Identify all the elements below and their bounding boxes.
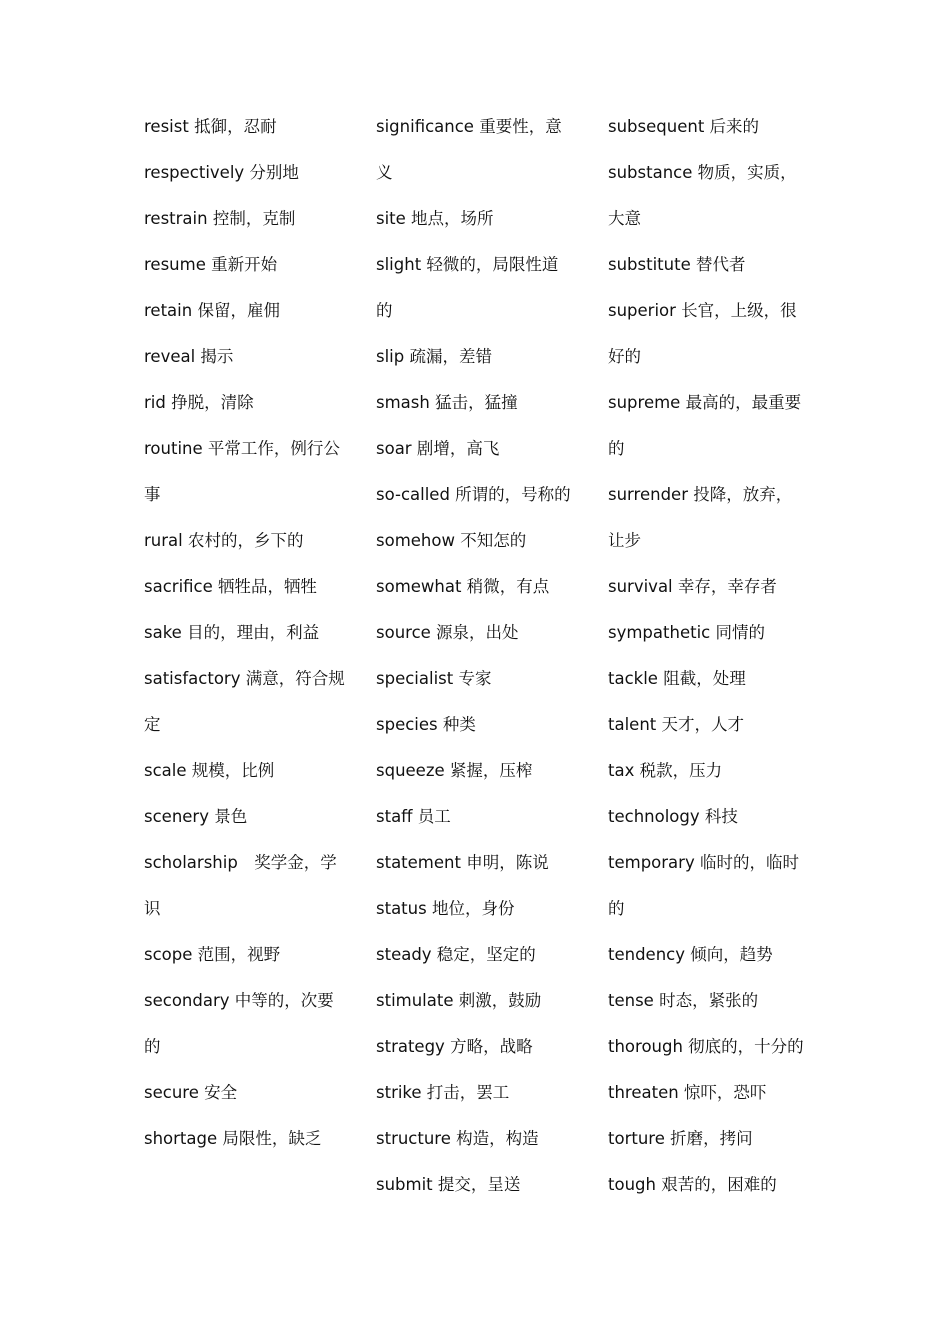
vocab-entry: torture 折磨，拷问 xyxy=(608,1129,753,1148)
vocab-entry: site 地点，场所 xyxy=(376,209,494,228)
vocab-entry: sacrifice 牺牲品，牺牲 xyxy=(144,577,318,596)
vocab-entry: significance 重要性，意 xyxy=(376,117,562,136)
vocab-entry: technology 科技 xyxy=(608,807,738,826)
vocab-entry: structure 构造，构造 xyxy=(376,1129,539,1148)
vocab-entry: scale 规模，比例 xyxy=(144,761,275,780)
vocab-entry: subsequent 后来的 xyxy=(608,117,760,136)
vocab-column-3 xyxy=(608,104,818,1208)
vocab-entry: tough 艰苦的，困难的 xyxy=(608,1175,777,1194)
vocab-entry: strike 打击，罢工 xyxy=(376,1083,510,1102)
vocab-entry: restrain 控制，克制 xyxy=(144,209,296,228)
vocab-entry: slip 疏漏，差错 xyxy=(376,347,492,366)
vocab-entry: smash 猛击，猛撞 xyxy=(376,393,518,412)
vocab-entry: 义 xyxy=(376,163,393,182)
vocab-entry: routine 平常工作，例行公 xyxy=(144,439,340,458)
vocab-entry: specialist 专家 xyxy=(376,669,492,688)
vocab-entry: resist 抵御，忍耐 xyxy=(144,117,277,136)
vocab-entry: 让步 xyxy=(608,531,641,550)
vocab-entry: 的 xyxy=(608,899,625,918)
vocab-entry: 的 xyxy=(144,1037,161,1056)
vocab-entry: threaten 惊吓，恐吓 xyxy=(608,1083,767,1102)
vocab-entry: thorough 彻底的，十分的 xyxy=(608,1037,804,1056)
vocab-entry: sake 目的，理由，利益 xyxy=(144,623,320,642)
vocab-entry: 好的 xyxy=(608,347,641,366)
vocab-entry: secondary 中等的，次要 xyxy=(144,991,334,1010)
vocab-entry: 事 xyxy=(144,485,161,504)
vocab-column-1 xyxy=(144,104,354,1162)
vocab-entry: retain 保留，雇佣 xyxy=(144,301,280,320)
vocab-entry: substitute 替代者 xyxy=(608,255,746,274)
vocab-entry: soar 剧增，高飞 xyxy=(376,439,500,458)
vocab-entry: slight 轻微的，局限性道 xyxy=(376,255,559,274)
vocab-entry: 的 xyxy=(376,301,393,320)
vocab-entry: reveal 揭示 xyxy=(144,347,234,366)
vocab-entry: so-called 所谓的，号称的 xyxy=(376,485,571,504)
vocab-entry: stimulate 刺激，鼓励 xyxy=(376,991,542,1010)
vocab-entry: statement 申明，陈说 xyxy=(376,853,549,872)
vocab-entry: source 源泉，出处 xyxy=(376,623,519,642)
vocab-entry: somewhat 稍微，有点 xyxy=(376,577,550,596)
vocab-entry: sympathetic 同情的 xyxy=(608,623,765,642)
vocab-entry: talent 天才，人才 xyxy=(608,715,744,734)
vocab-entry: temporary 临时的，临时 xyxy=(608,853,799,872)
vocab-entry: rid 挣脱，清除 xyxy=(144,393,254,412)
vocab-entry: squeeze 紧握，压榨 xyxy=(376,761,533,780)
vocab-entry: surrender 投降，放弃， xyxy=(608,485,793,504)
vocab-entry: staff 员工 xyxy=(376,807,451,826)
vocab-entry: 定 xyxy=(144,715,161,734)
vocab-entry: substance 物质，实质， xyxy=(608,163,797,182)
vocab-entry: steady 稳定，坚定的 xyxy=(376,945,536,964)
vocab-entry: scholarship 奖学金，学 xyxy=(144,853,337,872)
vocab-entry: tendency 倾向，趋势 xyxy=(608,945,773,964)
vocab-entry: supreme 最高的，最重要 xyxy=(608,393,802,412)
vocab-entry: shortage 局限性，缺乏 xyxy=(144,1129,322,1148)
vocab-entry: secure 安全 xyxy=(144,1083,238,1102)
vocab-entry: satisfactory 满意，符合规 xyxy=(144,669,345,688)
vocab-entry: scenery 景色 xyxy=(144,807,248,826)
vocab-entry: respectively 分别地 xyxy=(144,163,299,182)
vocab-entry: species 种类 xyxy=(376,715,476,734)
vocab-entry: strategy 方略，战略 xyxy=(376,1037,533,1056)
vocab-entry: tense 时态，紧张的 xyxy=(608,991,759,1010)
vocab-entry: tackle 阻截，处理 xyxy=(608,669,746,688)
vocab-entry: status 地位，身份 xyxy=(376,899,515,918)
vocab-entry: 识 xyxy=(144,899,161,918)
vocab-entry: scope 范围，视野 xyxy=(144,945,281,964)
vocab-entry: superior 长官，上级，很 xyxy=(608,301,797,320)
vocab-entry: somehow 不知怎的 xyxy=(376,531,527,550)
vocab-entry: rural 农村的，乡下的 xyxy=(144,531,304,550)
vocab-entry: submit 提交，呈送 xyxy=(376,1175,521,1194)
vocab-entry: survival 幸存，幸存者 xyxy=(608,577,777,596)
vocab-entry: 大意 xyxy=(608,209,641,228)
vocab-entry: tax 税款，压力 xyxy=(608,761,723,780)
vocab-entry: resume 重新开始 xyxy=(144,255,278,274)
vocab-column-2 xyxy=(376,104,586,1208)
vocab-entry: 的 xyxy=(608,439,625,458)
